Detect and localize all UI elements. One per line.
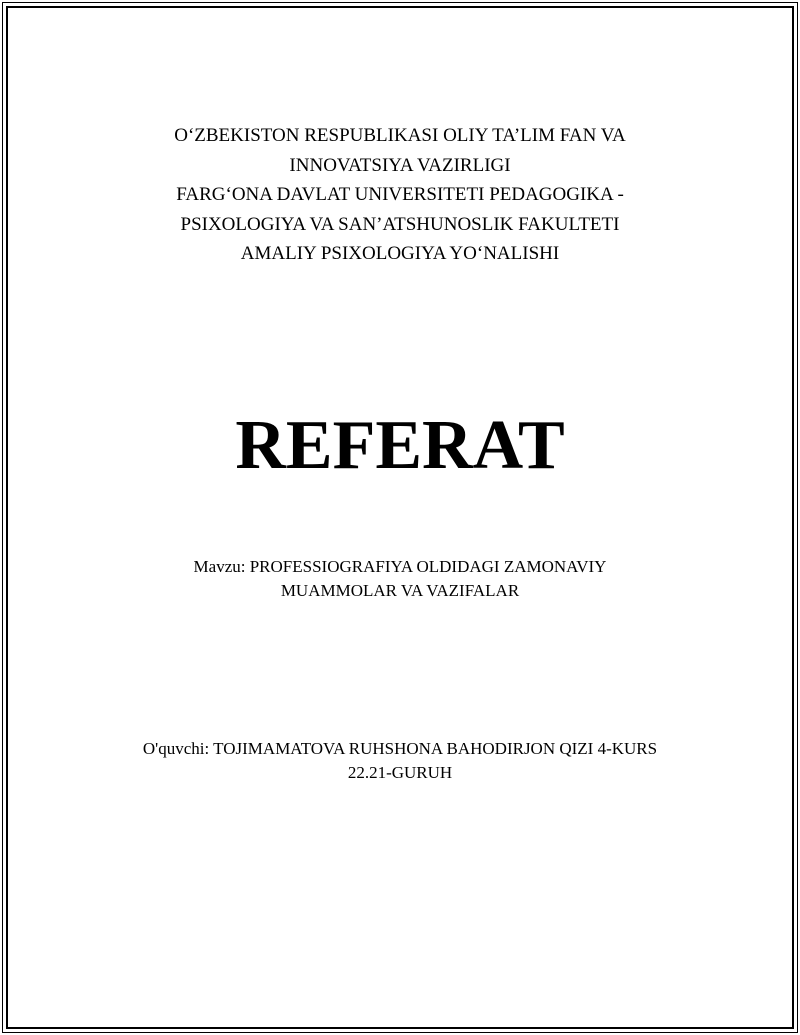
header-line-ministry-1: O‘ZBEKISTON RESPUBLIKASI OLIY TA’LIM FAN VA	[174, 125, 626, 146]
topic-line-1: Mavzu: PROFESSIOGRAFIYA OLDIDAGI ZAMONAVIY	[193, 557, 607, 576]
header-line-faculty: PSIXOLOGIYA VA SAN’ATSHUNOSLIK FAKULTETI	[180, 213, 620, 235]
student-line-2: 22.21-GURUH	[347, 763, 453, 782]
student-line-1: O'quvchi: TOJIMAMATOVA RUHSHONA BAHODIRJON QIZI 4-KURS	[142, 739, 658, 758]
document-title: REFERAT	[235, 407, 565, 484]
topic-block	[100, 555, 700, 603]
student-block	[60, 737, 740, 785]
topic-line-2: MUAMMOLAR VA VAZIFALAR	[280, 581, 520, 600]
header-line-university: FARG‘ONA DAVLAT UNIVERSITETI PEDAGOGIKA -	[176, 184, 624, 205]
header-line-ministry-2: INNOVATSIYA VAZIRLIGI	[289, 154, 511, 176]
institution-header	[100, 121, 700, 269]
header-line-department: AMALIY PSIXOLOGIYA YO‘NALISHI	[240, 243, 560, 264]
